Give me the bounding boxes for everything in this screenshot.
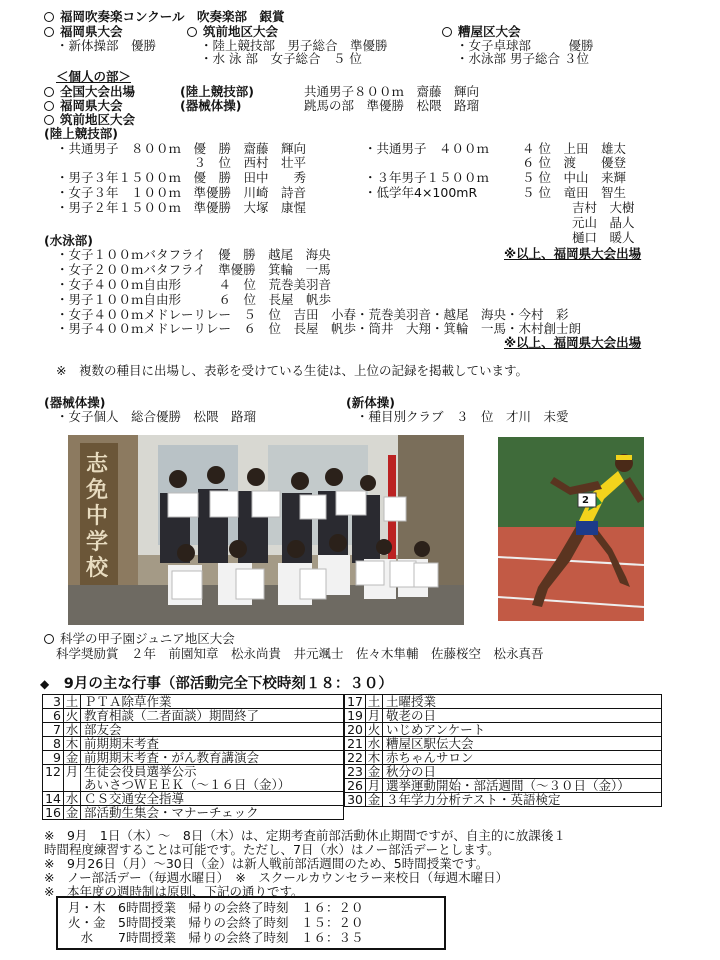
pref-label: 福岡県大会: [44, 99, 123, 113]
table-row: あいさつＷＥＥＫ（〜１６日（金））: [43, 778, 344, 792]
diamond-bullet-icon: ◆: [40, 677, 50, 691]
table-row: 17 土 土曜授業: [345, 695, 662, 709]
science-line: 科学奨励賞 ２年 前園知章 松永尚貴 井元颯士 佐々木隼輔 佐藤桜空 松永真吾: [56, 646, 544, 661]
schedule-line-2: 火・金 5時間授業 帰りの会終了時刻 １５：２０: [68, 915, 364, 930]
track-heading: (陸上競技部): [44, 126, 118, 141]
track-left-2: ３ 位 西村 壮平: [56, 155, 307, 170]
group-photo: [68, 435, 464, 625]
swim-line-3: ・女子４００ｍ自由形 ４ 位 荒巻美羽音: [56, 277, 332, 292]
note-pref-2: ※以上、福岡県大会出場: [504, 335, 642, 350]
national-detail: 共通男子８００ｍ 齋藤 輝向: [304, 84, 480, 99]
track-left-3: ・男子３年１５００ｍ 優 勝 田中 秀: [56, 170, 307, 185]
gym-heading: (器械体操): [44, 395, 106, 410]
swim-line-2: ・女子２００ｍバタフライ 準優勝 箕輪 一馬: [56, 262, 331, 277]
circle-bullet-icon: [442, 27, 452, 37]
track-mid-4: ・低学年4×100mR: [364, 185, 478, 200]
chikuzen-label: 筑前地区大会: [44, 113, 135, 127]
science-title: 科学の甲子園ジュニア地区大会: [44, 632, 235, 646]
track-mid-1: ・共通男子 ４００ｍ: [364, 141, 490, 156]
runner-photo-illustration: [498, 437, 644, 621]
track-right-2: ６ 位 渡 優登: [522, 155, 626, 170]
swim-heading: (水泳部): [44, 233, 93, 248]
track-right-1: ４ 位 上田 雄太: [522, 141, 626, 156]
table-row: 8 木 前期期末考査: [43, 737, 344, 751]
table-row: 30 金 ３年学力分析テスト・英語検定: [345, 793, 662, 807]
note-pref-1: ※以上、福岡県大会出場: [504, 246, 642, 261]
september-note-3: ※ 9月26日（月）〜30日（金）は新人戦前部活週間のため、5時間授業です。: [44, 856, 489, 871]
track-mid-3: ・３年男子１５００ｍ: [364, 170, 490, 185]
circle-bullet-icon: [44, 12, 54, 22]
rhythm-heading: (新体操): [346, 395, 395, 410]
pref-category: (器械体操): [180, 98, 242, 113]
table-row: 20 火 いじめアンケート: [345, 723, 662, 737]
circle-bullet-icon: [187, 27, 197, 37]
circle-bullet-icon: [44, 87, 54, 97]
schedule-box: [56, 896, 446, 950]
track-right-4: ５ 位 竜田 智生: [522, 185, 626, 200]
pref-detail: 跳馬の部 準優勝 松隈 路瑠: [304, 98, 480, 113]
september-note-1: ※ 9月 1日（木）〜 8日（木）は、定期考査前部活動休止期間ですが、自主的に放課後１: [44, 828, 566, 843]
group-photo-illustration: [68, 435, 464, 625]
table-row: 16 金 部活動生集会・マナーチェック: [43, 806, 344, 820]
rhythm-line: ・種目別クラブ ３ 位 才川 未愛: [356, 409, 569, 424]
circle-bullet-icon: [44, 115, 54, 125]
track-right-6: 元山 晶人: [522, 215, 635, 230]
national-category: (陸上競技部): [180, 84, 254, 99]
award-kasuya-title: 糟屋区大会: [442, 25, 521, 39]
september-note-4: ※ ノー部活デー（毎週水曜日） ※ スクールカウンセラー来校日（毎週木曜日）: [44, 870, 509, 885]
note-multi: ※ 複数の種目に出場し、表彰を受けている生徒は、上位の記録を掲載しています。: [56, 363, 528, 378]
track-right-5: 吉村 大樹: [522, 200, 635, 215]
september-note-5: ※ 本年度の週時制は原則、下記の通りです。: [44, 884, 304, 899]
table-row: 7 水 部友会: [43, 723, 344, 737]
swim-line-5: ・女子４００ｍメドレーリレー ５ 位 吉田 小春・荒巻美羽音・越尾 海央・今村 彩: [56, 307, 569, 322]
track-right-3: ５ 位 中山 来輝: [522, 170, 626, 185]
table-row: 3 土 ＰＴＡ除草作業: [43, 695, 344, 709]
award-brass: 福岡吹奏楽コンクール 吹奏楽部 銀賞: [44, 10, 285, 24]
runner-photo: [498, 437, 644, 621]
schedule-line-1: 月・木 6時間授業 帰りの会終了時刻 １６：２０: [68, 900, 364, 915]
school-sign-text: 志免中学校: [86, 451, 109, 581]
track-right-7: 樋口 暖人: [522, 230, 635, 245]
september-note-2: 時間程度練習することは可能です。ただし、7日（水）はノー部活デーとします。: [44, 842, 500, 857]
circle-bullet-icon: [44, 634, 54, 644]
table-row: 6 火 教育相談（二者面談）期間終了: [43, 709, 344, 723]
table-row: 23 金 秋分の日: [345, 765, 662, 779]
table-row: 9 金 前期期末考査・がん教育講演会: [43, 751, 344, 765]
table-row: 19 月 敬老の日: [345, 709, 662, 723]
september-heading: ◆ 9月の主な行事（部活動完全下校時刻１８：３０）: [40, 676, 393, 692]
events-table-left: [42, 694, 344, 820]
table-row: 21 水 糟屋区駅伝大会: [345, 737, 662, 751]
award-kasuya-line-1: ・女子卓球部 優勝: [456, 38, 594, 53]
table-row: 22 木 赤ちゃんサロン: [345, 751, 662, 765]
award-chikuzen-title: 筑前地区大会: [187, 25, 278, 39]
table-row: 14 水 ＣＳ交通安全指導: [43, 792, 344, 806]
national-label: 全国大会出場: [44, 85, 135, 99]
table-row: 26 月 選挙運動開始・部活週間（〜３０日（金））: [345, 779, 662, 793]
circle-bullet-icon: [44, 101, 54, 111]
track-left-4: ・女子３年 １００ｍ 準優勝 川崎 詩音: [56, 185, 307, 200]
runner-bib-number: 2: [582, 495, 589, 506]
track-left-5: ・男子２年１５００ｍ 準優勝 大塚 康惺: [56, 200, 307, 215]
award-chikuzen-line-1: ・陸上競技部 男子総合 準優勝: [200, 38, 388, 53]
swim-line-4: ・男子１００ｍ自由形 ６ 位 長屋 帆歩: [56, 292, 332, 307]
swim-line-6: ・男子４００ｍメドレーリレー ６ 位 長屋 帆歩・筒井 大翔・箕輪 一馬・木村創士朗: [56, 321, 582, 336]
award-pref-title: 福岡県大会: [44, 25, 123, 39]
award-kasuya-line-2: ・水泳部 男子総合 ３位: [456, 51, 589, 66]
schedule-line-3: 水 7時間授業 帰りの会終了時刻 １６：３５: [68, 930, 364, 945]
track-left-1: ・共通男子 ８００ｍ 優 勝 齋藤 輝向: [56, 141, 307, 156]
individual-heading: ＜個人の部＞: [56, 69, 132, 84]
swim-line-1: ・女子１００ｍバタフライ 優 勝 越尾 海央: [56, 247, 331, 262]
gym-line: ・女子個人 総合優勝 松隈 路瑠: [56, 409, 257, 424]
events-table-right: [344, 694, 662, 807]
award-chikuzen-line-2: ・水 泳 部 女子総合 ５ 位: [200, 51, 362, 66]
award-pref-line: ・新体操部 優勝: [56, 38, 157, 53]
table-row: 12 月 生徒会役員選挙公示: [43, 765, 344, 779]
circle-bullet-icon: [44, 27, 54, 37]
